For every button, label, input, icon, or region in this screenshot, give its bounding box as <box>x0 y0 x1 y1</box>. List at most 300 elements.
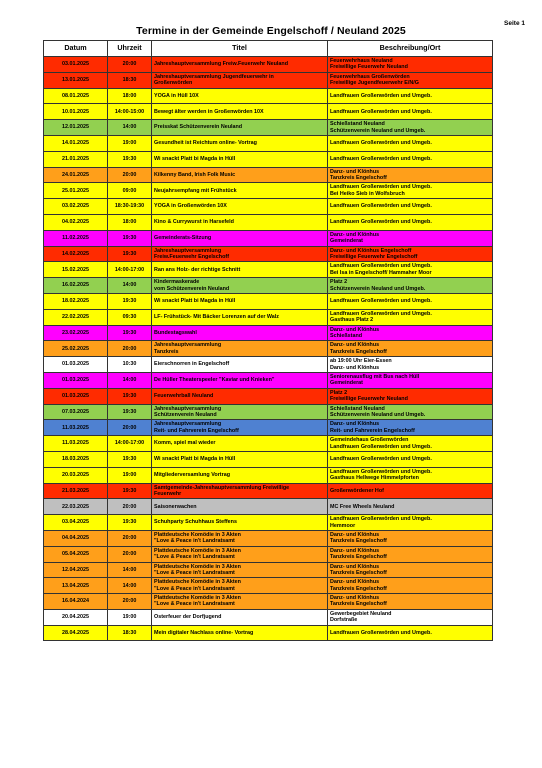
event-description-line: Landfrauen Großenwörden und Umgeb. <box>330 516 432 523</box>
table-row <box>44 309 493 325</box>
event-description <box>328 546 493 562</box>
event-date: 12.01.2025 <box>44 120 108 136</box>
event-time: 19:00 <box>108 135 152 151</box>
event-description-line: Danz- und Klönhus <box>330 421 380 428</box>
column-header-description: Beschreibung/Ort <box>328 41 493 57</box>
event-description-line: Danz- und Klönhus <box>330 595 380 602</box>
event-title-line: "Love & Peace in't Landratsamt <box>154 601 235 608</box>
event-title-line: Samtgemeinde-Jahreshauptversammlung Freiwillige <box>154 484 290 491</box>
event-description-line: Landfrauen Großenwörden und Umgeb. <box>330 263 432 270</box>
event-title <box>152 483 328 499</box>
event-description <box>328 72 493 88</box>
event-description-line: Tanzkreis Engelschoff <box>330 554 387 561</box>
event-title-line: Preisskat Schützenverein Neuland <box>154 124 243 131</box>
event-title-line: Plattdeutsche Komödie in 3 Akten <box>154 595 241 602</box>
event-time: 19:30 <box>108 483 152 499</box>
table-row <box>44 199 493 215</box>
event-description-line: Landfrauen Großenwörden und Umgeb. <box>330 468 432 475</box>
event-description-line: Tanzkreis Engelschoff <box>330 601 387 608</box>
event-description <box>328 483 493 499</box>
event-title-line: Ran ans Holz- der richtige Schnitt <box>154 266 241 273</box>
event-title-line: Komm, spiel mal wieder <box>154 440 216 447</box>
event-title <box>152 135 328 151</box>
event-title-line: Gemeinderats-Sitzung <box>154 235 212 242</box>
event-time: 20:00 <box>108 594 152 610</box>
event-title-line: Jahreshauptversammlung Jugendfeuerwehr in <box>154 73 274 80</box>
event-time: 20:00 <box>108 530 152 546</box>
event-title-line: Kindermaskerade <box>154 279 200 286</box>
table-row <box>44 625 493 641</box>
table-row <box>44 594 493 610</box>
event-title <box>152 372 328 388</box>
event-description-line: Tanzkreis Engelschoff <box>330 174 387 181</box>
event-title-line: "Love & Peace in't Landratsamt <box>154 569 235 576</box>
event-date: 25.01.2025 <box>44 183 108 199</box>
event-description-line: MC Free Wheels Neuland <box>330 503 395 510</box>
event-description <box>328 341 493 357</box>
event-description-line: Großenwördener Hof <box>330 487 384 494</box>
event-date: 16.04.2024 <box>44 594 108 610</box>
event-description <box>328 199 493 215</box>
event-description-line: Danz- und Klönhus Engelschoff <box>330 247 412 254</box>
event-title-line: Jahreshauptversammlung <box>154 405 222 412</box>
event-description-line: Landfrauen Großenwörden und Umgeb. <box>330 629 432 636</box>
event-description-line: Hemmoor <box>330 522 356 529</box>
event-time: 10:30 <box>108 357 152 373</box>
event-title-line: Kilkenny Band, Irish Folk Music <box>154 171 236 178</box>
column-header-time: Uhrzeit <box>108 41 152 57</box>
event-title-line: Mein digitaler Nachlass online- Vortrag <box>154 629 254 636</box>
table-row <box>44 609 493 625</box>
event-time: 20:00 <box>108 420 152 436</box>
event-time: 20:00 <box>108 499 152 515</box>
event-time: 20:00 <box>108 546 152 562</box>
event-time: 14:00-15:00 <box>108 104 152 120</box>
event-title <box>152 436 328 452</box>
event-description <box>328 57 493 73</box>
table-row <box>44 372 493 388</box>
event-date: 12.04.2025 <box>44 562 108 578</box>
event-title <box>152 341 328 357</box>
event-description <box>328 499 493 515</box>
event-title-line: De Hüller Theaterspeeler "Kaviar und Knieken" <box>154 377 275 384</box>
event-title-line: Wi snackt Platt bi Magda in Hüll <box>154 156 236 163</box>
event-title-line: "Love & Peace in't Landratsamt <box>154 554 235 561</box>
event-description <box>328 88 493 104</box>
table-row <box>44 57 493 73</box>
event-date: 04.04.2025 <box>44 530 108 546</box>
event-date: 03.04.2025 <box>44 515 108 531</box>
table-row <box>44 467 493 483</box>
table-row <box>44 167 493 183</box>
table-body <box>44 57 493 641</box>
event-title-line: Saisonerwachen <box>154 503 197 510</box>
event-title <box>152 578 328 594</box>
event-time: 19:00 <box>108 609 152 625</box>
table-row <box>44 214 493 230</box>
event-description <box>328 388 493 404</box>
table-row <box>44 404 493 420</box>
event-date: 20.03.2025 <box>44 467 108 483</box>
event-title <box>152 230 328 246</box>
event-time: 19:30 <box>108 246 152 262</box>
event-description-line: Danz- und Klönhus <box>330 326 380 333</box>
event-description-line: Tanzkreis Engelschoff <box>330 585 387 592</box>
event-title-line: Schuhparty Schuhhaus Steffens <box>154 519 237 526</box>
event-description <box>328 436 493 452</box>
event-time: 14:00 <box>108 578 152 594</box>
table-row <box>44 483 493 499</box>
event-description-line: Gemeinderat <box>330 380 363 387</box>
event-date: 11.02.2025 <box>44 230 108 246</box>
event-title <box>152 120 328 136</box>
event-time: 19:30 <box>108 451 152 467</box>
event-date: 04.02.2025 <box>44 214 108 230</box>
event-description <box>328 104 493 120</box>
table-row <box>44 246 493 262</box>
event-time: 20:00 <box>108 341 152 357</box>
event-time: 09:00 <box>108 183 152 199</box>
event-title-line: Feuerwehr <box>154 490 182 497</box>
event-date: 15.02.2025 <box>44 262 108 278</box>
event-description-line: Tanzkreis Engelschoff <box>330 569 387 576</box>
event-description-line: Gasthaus Hellwege Himmelpforten <box>330 475 419 482</box>
event-description-line: Gemeinderat <box>330 238 363 245</box>
table-row <box>44 420 493 436</box>
event-title <box>152 530 328 546</box>
event-description-line: Freiwillige Jugendfeuerwehr E/N/G <box>330 80 419 87</box>
event-title <box>152 420 328 436</box>
event-description-line: Landfrauen Großenwörden und Umgeb. <box>330 310 432 317</box>
event-title-line: Plattdeutsche Komödie in 3 Akten <box>154 547 241 554</box>
table-row <box>44 293 493 309</box>
event-title <box>152 388 328 404</box>
event-date: 10.01.2025 <box>44 104 108 120</box>
event-description-line: Reit- und Fahrverein Engelschoff <box>330 427 415 434</box>
event-title-line: Plattdeutsche Komödie in 3 Akten <box>154 563 241 570</box>
event-title-line: vom Schützenverein Neuland <box>154 285 230 292</box>
event-title <box>152 72 328 88</box>
event-time: 14:00 <box>108 562 152 578</box>
event-title-line: Schützenverein Neuland <box>154 411 217 418</box>
event-title <box>152 451 328 467</box>
table-row <box>44 499 493 515</box>
event-title-line: Tanzkreis <box>154 348 179 355</box>
event-title <box>152 325 328 341</box>
event-title-line: Plattdeutsche Komödie in 3 Akten <box>154 579 241 586</box>
event-description-line: Danz- und Klönhus <box>330 364 380 371</box>
event-time: 19:30 <box>108 325 152 341</box>
event-date: 01.03.2025 <box>44 372 108 388</box>
event-title-line: LF- Frühstück- Mit Bäcker Lorenzen auf der Walz <box>154 314 279 320</box>
event-title-line: YOGA in Hüll 10X <box>154 92 199 99</box>
event-date: 22.03.2025 <box>44 499 108 515</box>
event-date: 05.04.2025 <box>44 546 108 562</box>
event-description-line: Schießstand Neuland <box>330 405 385 412</box>
event-description <box>328 293 493 309</box>
table-row <box>44 451 493 467</box>
event-description <box>328 467 493 483</box>
event-date: 21.03.2025 <box>44 483 108 499</box>
table-row <box>44 104 493 120</box>
event-date: 28.04.2025 <box>44 625 108 641</box>
table-row <box>44 325 493 341</box>
event-description <box>328 451 493 467</box>
event-time: 14:00-17:00 <box>108 262 152 278</box>
event-description-line: Danz- und Klönhus <box>330 532 380 538</box>
event-description <box>328 151 493 167</box>
event-title-line: Jahreshauptversammlung <box>154 342 222 349</box>
event-time: 14:00-17:00 <box>108 436 152 452</box>
event-time: 18:00 <box>108 214 152 230</box>
event-description <box>328 120 493 136</box>
event-description-line: Danz- und Klönhus <box>330 231 380 238</box>
event-title-line: Feuerwehrball Neuland <box>154 392 214 399</box>
event-title-line: Bundestagswahl <box>154 329 197 336</box>
event-description <box>328 167 493 183</box>
event-description-line: Schießstand <box>330 332 363 339</box>
events-table <box>43 40 493 641</box>
table-row <box>44 562 493 578</box>
event-date: 13.04.2025 <box>44 578 108 594</box>
event-title <box>152 104 328 120</box>
event-time: 18:00 <box>108 88 152 104</box>
event-title-line: Freiw.Feuerwehr Engelschoff <box>154 253 229 260</box>
event-description-line: Landfrauen Großenwörden und Umgeb. <box>330 203 432 210</box>
event-description <box>328 625 493 641</box>
event-time: 19:00 <box>108 467 152 483</box>
event-title <box>152 88 328 104</box>
event-description <box>328 562 493 578</box>
event-description <box>328 404 493 420</box>
event-description-line: Freiwillige Feuerwehr Neuland <box>330 396 408 403</box>
event-date: 08.01.2025 <box>44 88 108 104</box>
event-description <box>328 183 493 199</box>
event-time: 19:30 <box>108 293 152 309</box>
event-description-line: Danz- und Klönhus <box>330 563 380 570</box>
event-description-line: Freiwillige Feuerwehr Neuland <box>330 64 408 71</box>
event-description-line: Landfrauen Großenwörden und Umgeb. <box>330 140 432 147</box>
column-header-date: Datum <box>44 41 108 57</box>
event-date: 14.01.2025 <box>44 135 108 151</box>
event-time: 18:30 <box>108 72 152 88</box>
event-time: 19:30 <box>108 404 152 420</box>
event-description-line: Tanzkreis Engelschoff <box>330 348 387 355</box>
event-title-line: YOGA in Großenwörden 10X <box>154 203 227 210</box>
event-description-line: Landfrauen Großenwörden und Umgeb. <box>330 443 432 450</box>
event-description <box>328 230 493 246</box>
event-title <box>152 515 328 531</box>
event-title-line: Großenwörden <box>154 80 193 87</box>
event-description <box>328 420 493 436</box>
event-date: 01.03.2025 <box>44 388 108 404</box>
event-description-line: Dorfstraße <box>330 617 358 624</box>
event-date: 20.04.2025 <box>44 609 108 625</box>
event-description-line: Schützenverein Neuland und Umgeb. <box>330 127 426 134</box>
event-description <box>328 357 493 373</box>
event-description-line: Landfrauen Großenwörden und Umgeb. <box>330 298 432 305</box>
table-row <box>44 388 493 404</box>
table-row <box>44 530 493 546</box>
event-description-line: Bei Heiko Sieb in Wolfsbruch <box>330 190 405 197</box>
event-description-line: Platz 2 <box>330 279 348 286</box>
event-description-line: Schützenverein Neuland und Umgeb. <box>330 411 426 418</box>
event-date: 25.02.2025 <box>44 341 108 357</box>
event-title-line: Kino & Currywurst in Harsefeld <box>154 219 234 226</box>
event-title-line: Mitgliederversamlung Vortrag <box>154 471 230 478</box>
page-number: Seite 1 <box>504 20 525 27</box>
table-row <box>44 515 493 531</box>
event-description-line: Gasthaus Platz 2 <box>330 317 374 324</box>
event-time: 20:00 <box>108 167 152 183</box>
event-title-line: Wi snackt Platt bi Magda in Hüll <box>154 456 236 463</box>
event-title <box>152 467 328 483</box>
event-date: 13.01.2025 <box>44 72 108 88</box>
event-title-line: Gesundheit ist Reichtum online- Vortrag <box>154 140 257 147</box>
event-title-line: Osterfeuer der Dorfjugend <box>154 614 222 621</box>
event-description-line: Gewerbegebiet Neuland <box>330 610 392 617</box>
page-title: Termine in der Gemeinde Engelschoff / Neuland 2025 <box>136 25 406 37</box>
table-row <box>44 341 493 357</box>
event-description-line: Platz 2 <box>330 389 348 396</box>
event-time: 19:30 <box>108 230 152 246</box>
table-header-row <box>44 41 493 57</box>
event-date: 18.03.2025 <box>44 451 108 467</box>
table-row <box>44 120 493 136</box>
event-description <box>328 372 493 388</box>
event-title <box>152 293 328 309</box>
event-date: 01.03.2025 <box>44 357 108 373</box>
event-title <box>152 625 328 641</box>
event-title <box>152 199 328 215</box>
event-title <box>152 151 328 167</box>
event-description <box>328 578 493 594</box>
event-title-line: "Love & Peace in't Landratsamt <box>154 538 235 545</box>
event-time: 09:30 <box>108 309 152 325</box>
event-description-line: Schützenverein Neuland und Umgeb. <box>330 285 426 292</box>
event-date: 21.01.2025 <box>44 151 108 167</box>
event-title <box>152 546 328 562</box>
event-description-line: Danz- und Klönhus <box>330 579 380 586</box>
event-description <box>328 262 493 278</box>
event-description-line: Freiwillige Feuerwehr Engelschoff <box>330 253 418 260</box>
table-row <box>44 230 493 246</box>
event-description <box>328 325 493 341</box>
event-description-line: ab 19:00 Uhr Eier-Essen <box>330 358 392 365</box>
table-row <box>44 262 493 278</box>
event-title <box>152 404 328 420</box>
event-description-line: Landfrauen Großenwörden und Umgeb. <box>330 156 432 163</box>
event-title <box>152 183 328 199</box>
event-description-line: Feuerwehrhaus Neuland <box>330 58 393 65</box>
table-row <box>44 278 493 294</box>
event-time: 19:30 <box>108 515 152 531</box>
event-title <box>152 262 328 278</box>
event-date: 03.01.2025 <box>44 57 108 73</box>
event-date: 16.02.2025 <box>44 278 108 294</box>
event-description-line: Landfrauen Großenwörden und Umgeb. <box>330 219 432 226</box>
event-title <box>152 167 328 183</box>
table-row <box>44 183 493 199</box>
event-description-line: Schießstand Neuland <box>330 121 385 128</box>
table-row <box>44 578 493 594</box>
event-title-line: Jahreshauptversammlung Freiw.Feuerwehr Neuland <box>154 61 289 68</box>
event-time: 14:00 <box>108 372 152 388</box>
event-title-line: Plattdeutsche Komödie in 3 Akten <box>154 532 241 538</box>
event-title-line: Neujahrsempfang mit Frühstück <box>154 187 237 194</box>
event-description <box>328 214 493 230</box>
event-title-line: Reit- und Fahrverein Engelschoff <box>154 427 239 434</box>
event-date: 11.03.2025 <box>44 436 108 452</box>
event-title <box>152 246 328 262</box>
event-title-line: Bewegt älter werden in Großenwörden 10X <box>154 108 264 115</box>
event-description-line: Feuerwehrhaus Großenwörden <box>330 73 410 80</box>
event-description <box>328 135 493 151</box>
table-row <box>44 72 493 88</box>
event-title-line: "Love & Peace in't Landratsamt <box>154 585 235 592</box>
event-description-line: Landfrauen Großenwörden und Umgeb. <box>330 92 432 99</box>
event-description-line: Danz- und Klönhus <box>330 547 380 554</box>
event-title <box>152 278 328 294</box>
event-description-line: Gemeindehaus Großenwörden <box>330 437 409 444</box>
column-header-title: Titel <box>152 41 328 57</box>
event-description <box>328 246 493 262</box>
event-description-line: Landfrauen Großenwörden und Umgeb. <box>330 108 432 115</box>
event-title <box>152 357 328 373</box>
event-description-line: Danz- und Klönhus <box>330 168 380 175</box>
event-time: 20:00 <box>108 57 152 73</box>
event-description <box>328 530 493 546</box>
event-date: 24.01.2025 <box>44 167 108 183</box>
event-title <box>152 309 328 325</box>
event-description-line: Tanzkreis Engelschoff <box>330 538 387 545</box>
event-date: 11.03.2025 <box>44 420 108 436</box>
event-description <box>328 278 493 294</box>
event-title <box>152 609 328 625</box>
event-title <box>152 562 328 578</box>
event-title <box>152 594 328 610</box>
table-row <box>44 357 493 373</box>
event-description <box>328 609 493 625</box>
event-date: 18.02.2025 <box>44 293 108 309</box>
event-date: 07.03.2025 <box>44 404 108 420</box>
event-time: 18:30-19:30 <box>108 199 152 215</box>
event-date: 22.02.2025 <box>44 309 108 325</box>
table-row <box>44 88 493 104</box>
table-row <box>44 135 493 151</box>
event-date: 03.02.2025 <box>44 199 108 215</box>
table-row <box>44 436 493 452</box>
event-description-line: Seniorenausflug mit Bus nach Hüll <box>330 374 420 381</box>
event-time: 19:30 <box>108 388 152 404</box>
event-title <box>152 214 328 230</box>
event-time: 18:30 <box>108 625 152 641</box>
event-time: 14:00 <box>108 278 152 294</box>
event-date: 14.02.2025 <box>44 246 108 262</box>
event-description-line: Bei Isa in Engelschoff/ Hammaher Moor <box>330 269 432 276</box>
event-title-line: Eierschnorren in Engelschoff <box>154 361 230 368</box>
table-row <box>44 151 493 167</box>
event-date: 23.02.2025 <box>44 325 108 341</box>
event-title <box>152 499 328 515</box>
event-title-line: Jahreshauptversammlung <box>154 247 222 254</box>
event-description-line: Landfrauen Großenwörden und Umgeb. <box>330 456 432 463</box>
event-time: 19:30 <box>108 151 152 167</box>
table-row <box>44 546 493 562</box>
event-description-line: Landfrauen Großenwörden und Umgeb. <box>330 184 432 191</box>
event-description-line: Danz- und Klönhus <box>330 342 380 349</box>
event-description <box>328 309 493 325</box>
